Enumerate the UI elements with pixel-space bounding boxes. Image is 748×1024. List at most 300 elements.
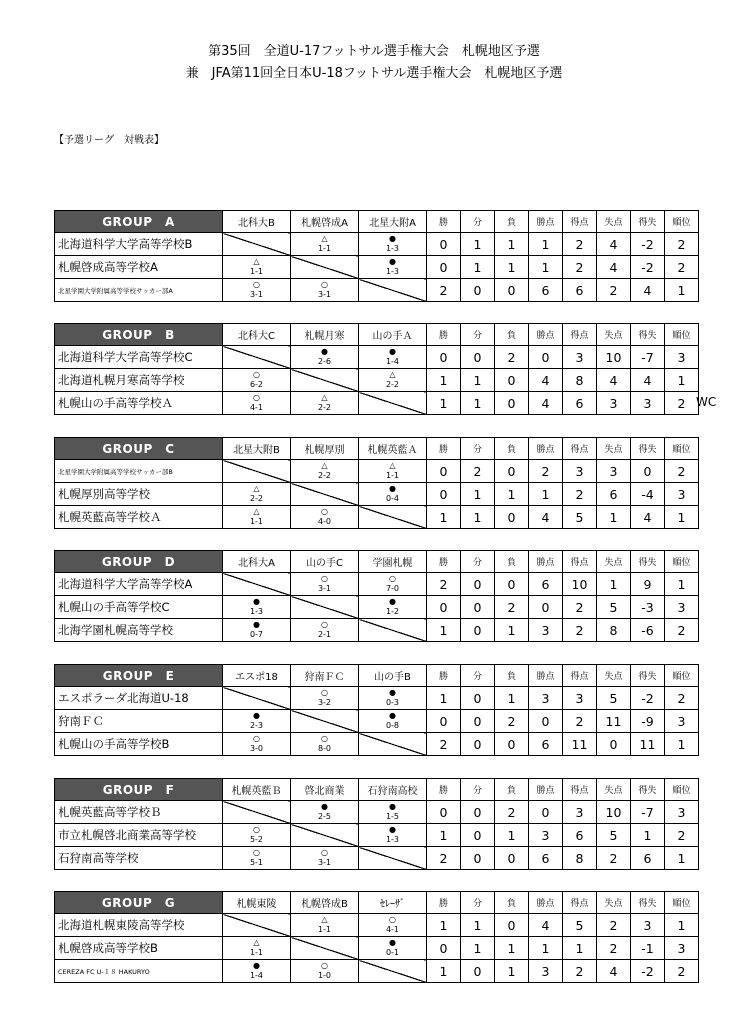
stat-value: 9 — [631, 573, 665, 596]
stat-value: 2 — [427, 847, 461, 870]
result-score: 2-3 — [249, 721, 264, 730]
stat-value: 3 — [563, 801, 597, 824]
stat-value: 2 — [563, 233, 597, 256]
team-row — [55, 392, 699, 415]
team-row — [55, 710, 699, 733]
stat-value: 0 — [597, 733, 631, 756]
stat-value: 0 — [461, 596, 495, 619]
stat-value: 0 — [495, 392, 529, 415]
group-name: GROUP D — [55, 551, 223, 573]
team-name: CEREZA FC U-１８ HAKURYO — [55, 960, 223, 983]
group-name: GROUP F — [55, 779, 223, 801]
result-mark: ○ — [253, 734, 260, 743]
stat-header: 失点 — [597, 551, 631, 573]
team-name: 北海道札幌東陵高等学校 — [55, 914, 223, 937]
self-match-cell — [291, 256, 359, 279]
stat-value: 1 — [631, 824, 665, 847]
result-score: 0-3 — [385, 698, 400, 707]
result-score: 1-1 — [317, 925, 332, 934]
stat-value: 6 — [563, 392, 597, 415]
stat-value: 1 — [665, 573, 699, 596]
result-score: 5-1 — [249, 858, 264, 867]
stat-value: 0 — [495, 460, 529, 483]
result-score: 1-1 — [385, 471, 400, 480]
team-row — [55, 256, 699, 279]
stat-header: 得点 — [563, 892, 597, 914]
stat-value: 2 — [529, 460, 563, 483]
result-mark: ○ — [253, 393, 260, 402]
stat-value: -7 — [631, 801, 665, 824]
stat-header: 失点 — [597, 665, 631, 687]
stat-value: 3 — [563, 346, 597, 369]
stat-header: 勝点 — [529, 211, 563, 233]
result-score: 2-2 — [385, 380, 400, 389]
stat-value: 0 — [427, 937, 461, 960]
result-score: 7-0 — [385, 584, 400, 593]
result-score: 3-1 — [317, 858, 332, 867]
match-result — [359, 369, 427, 392]
team-name: 狩南ＦＣ — [55, 710, 223, 733]
result-score: 3-1 — [317, 290, 332, 299]
match-result — [291, 801, 359, 824]
stat-value: 4 — [529, 392, 563, 415]
stat-value: 1 — [495, 960, 529, 983]
stat-value: 6 — [529, 279, 563, 302]
stat-value: 4 — [597, 960, 631, 983]
stat-value: 2 — [665, 687, 699, 710]
result-mark: △ — [253, 938, 260, 947]
stat-value: 0 — [461, 824, 495, 847]
match-result — [223, 960, 291, 983]
stat-value: 1 — [461, 483, 495, 506]
stat-header: 順位 — [665, 779, 699, 801]
match-result — [291, 233, 359, 256]
match-result — [291, 733, 359, 756]
stat-value: 1 — [427, 914, 461, 937]
match-result — [359, 801, 427, 824]
team-row — [55, 824, 699, 847]
result-mark: △ — [321, 915, 328, 924]
subtitle: 【予選リーグ 対戦表】 — [54, 135, 164, 146]
stat-value: 6 — [529, 847, 563, 870]
match-result — [359, 483, 427, 506]
result-mark: ● — [389, 484, 396, 493]
result-score: 2-2 — [249, 494, 264, 503]
stat-value: 1 — [529, 483, 563, 506]
stat-value: 2 — [665, 619, 699, 642]
match-result — [223, 392, 291, 415]
opponent-header: 北科大A — [223, 551, 291, 573]
stat-value: 3 — [631, 914, 665, 937]
result-mark: ○ — [253, 370, 260, 379]
stat-value: 2 — [563, 960, 597, 983]
match-result — [223, 847, 291, 870]
stat-header: 負 — [495, 665, 529, 687]
stat-value: -3 — [631, 596, 665, 619]
stat-value: 3 — [563, 460, 597, 483]
team-row — [55, 847, 699, 870]
stat-value: -2 — [631, 233, 665, 256]
team-name: 北海道科学大学高等学校C — [55, 346, 223, 369]
match-result — [359, 824, 427, 847]
team-row — [55, 733, 699, 756]
stat-value: 1 — [597, 506, 631, 529]
result-score: 2-2 — [317, 403, 332, 412]
stat-value: 1 — [495, 937, 529, 960]
group-header-row — [55, 324, 699, 346]
stat-value: 1 — [461, 506, 495, 529]
match-result — [223, 483, 291, 506]
match-result — [359, 460, 427, 483]
stat-value: 0 — [495, 847, 529, 870]
result-mark: ● — [389, 802, 396, 811]
result-mark: ○ — [321, 734, 328, 743]
opponent-header: 札幌英藍Ａ — [359, 438, 427, 460]
stat-value: 5 — [597, 687, 631, 710]
team-name: 札幌山の手高等学校Ａ — [55, 392, 223, 415]
stat-value: 1 — [495, 233, 529, 256]
opponent-header: ｾﾚｰｻﾞ — [359, 892, 427, 914]
stat-value: 0 — [461, 801, 495, 824]
stat-value: 0 — [427, 460, 461, 483]
stat-header: 分 — [461, 665, 495, 687]
team-row — [55, 801, 699, 824]
stat-value: 2 — [495, 710, 529, 733]
stat-header: 勝点 — [529, 779, 563, 801]
group-header-row — [55, 211, 699, 233]
stat-header: 失点 — [597, 211, 631, 233]
stat-value: 1 — [665, 733, 699, 756]
opponent-header: 札幌英藍Ｂ — [223, 779, 291, 801]
self-match-cell — [291, 369, 359, 392]
group-header-row — [55, 438, 699, 460]
stat-value: 5 — [597, 824, 631, 847]
result-mark: ○ — [321, 620, 328, 629]
stat-value: -9 — [631, 710, 665, 733]
result-score: 0-8 — [385, 721, 400, 730]
stat-value: 2 — [563, 256, 597, 279]
result-score: 1-1 — [249, 948, 264, 957]
stat-value: -2 — [631, 256, 665, 279]
stat-value: -4 — [631, 483, 665, 506]
opponent-header: 北科大B — [223, 211, 291, 233]
stat-value: 11 — [597, 710, 631, 733]
stat-value: -7 — [631, 346, 665, 369]
stat-value: 1 — [529, 937, 563, 960]
stat-value: 2 — [427, 279, 461, 302]
stat-value: 1 — [563, 937, 597, 960]
stat-value: 6 — [631, 847, 665, 870]
result-mark: ● — [389, 257, 396, 266]
result-mark: ● — [389, 234, 396, 243]
stat-header: 順位 — [665, 892, 699, 914]
stat-header: 得失 — [631, 438, 665, 460]
stat-value: 0 — [529, 596, 563, 619]
stat-header: 得失 — [631, 779, 665, 801]
result-mark: △ — [321, 234, 328, 243]
opponent-header: 石狩南高校 — [359, 779, 427, 801]
stat-value: 0 — [461, 687, 495, 710]
stat-value: 0 — [495, 733, 529, 756]
stat-header: 勝点 — [529, 324, 563, 346]
stat-header: 勝 — [427, 779, 461, 801]
stat-value: 4 — [631, 369, 665, 392]
stat-value: 0 — [495, 279, 529, 302]
match-result — [359, 256, 427, 279]
result-mark: ● — [253, 961, 260, 970]
stat-header: 分 — [461, 892, 495, 914]
group-name: GROUP B — [55, 324, 223, 346]
stat-header: 負 — [495, 779, 529, 801]
self-match-cell — [291, 483, 359, 506]
team-name: 北星学園大学附属高等学校サッカー部B — [55, 460, 223, 483]
stat-value: 3 — [597, 460, 631, 483]
stat-value: 1 — [529, 256, 563, 279]
stat-header: 勝点 — [529, 438, 563, 460]
opponent-header: エスポ18 — [223, 665, 291, 687]
group-table — [54, 437, 699, 529]
stat-header: 負 — [495, 551, 529, 573]
stat-value: 1 — [665, 506, 699, 529]
match-result — [359, 914, 427, 937]
stat-header: 勝点 — [529, 665, 563, 687]
group-table — [54, 664, 699, 756]
team-row — [55, 619, 699, 642]
stat-value: 1 — [665, 914, 699, 937]
stat-value: -6 — [631, 619, 665, 642]
stat-value: 0 — [631, 460, 665, 483]
result-mark: ● — [389, 825, 396, 834]
team-name: 札幌英藍高等学校Ａ — [55, 506, 223, 529]
stat-header: 分 — [461, 438, 495, 460]
opponent-header: 札幌東陵 — [223, 892, 291, 914]
match-result — [291, 460, 359, 483]
self-match-cell — [223, 573, 291, 596]
self-match-cell — [359, 733, 427, 756]
team-row — [55, 483, 699, 506]
stat-value: 1 — [461, 233, 495, 256]
stat-value: 2 — [461, 460, 495, 483]
group-name: GROUP C — [55, 438, 223, 460]
stat-value: 1 — [461, 392, 495, 415]
stat-header: 分 — [461, 211, 495, 233]
match-result — [359, 573, 427, 596]
team-row — [55, 506, 699, 529]
stat-value: 3 — [597, 392, 631, 415]
stat-value: 1 — [427, 824, 461, 847]
opponent-header: 山の手Ａ — [359, 324, 427, 346]
stat-value: 1 — [495, 483, 529, 506]
stat-value: 3 — [665, 596, 699, 619]
stat-value: 5 — [597, 596, 631, 619]
result-score: 2-1 — [317, 630, 332, 639]
stat-header: 順位 — [665, 324, 699, 346]
team-name: 北星学園大学附属高等学校サッカー部A — [55, 279, 223, 302]
stat-value: 5 — [563, 506, 597, 529]
group-header-row — [55, 892, 699, 914]
result-mark: ● — [253, 711, 260, 720]
stat-value: 0 — [461, 847, 495, 870]
result-score: 1-4 — [249, 971, 264, 980]
team-row — [55, 937, 699, 960]
result-mark: △ — [321, 461, 328, 470]
result-mark: △ — [253, 484, 260, 493]
stat-value: 0 — [427, 256, 461, 279]
group-table — [54, 778, 699, 870]
team-name: エスポラーダ北海道U-18 — [55, 687, 223, 710]
stat-value: 2 — [563, 619, 597, 642]
stat-header: 得点 — [563, 324, 597, 346]
team-name: 北海道科学大学高等学校B — [55, 233, 223, 256]
result-score: 5-2 — [249, 835, 264, 844]
stat-value: 2 — [563, 710, 597, 733]
result-mark: ○ — [321, 507, 328, 516]
self-match-cell — [291, 824, 359, 847]
result-score: 2-2 — [317, 471, 332, 480]
result-score: 1-5 — [385, 812, 400, 821]
stat-value: 0 — [427, 233, 461, 256]
stat-header: 順位 — [665, 665, 699, 687]
stat-value: 4 — [529, 506, 563, 529]
stat-value: 2 — [665, 392, 699, 415]
stat-value: 1 — [461, 256, 495, 279]
opponent-header: 札幌啓成A — [291, 211, 359, 233]
group-table — [54, 323, 699, 415]
stat-value: 10 — [597, 346, 631, 369]
stat-value: 4 — [597, 233, 631, 256]
stat-value: 0 — [427, 483, 461, 506]
stat-value: 0 — [495, 573, 529, 596]
title-line-1: 第35回 全道U-17フットサル選手権大会 札幌地区予選 — [208, 44, 540, 59]
result-score: 3-1 — [317, 584, 332, 593]
result-score: 1-3 — [385, 835, 400, 844]
stat-value: -2 — [631, 960, 665, 983]
stat-header: 得失 — [631, 665, 665, 687]
team-row — [55, 687, 699, 710]
team-name: 北海学園札幌高等学校 — [55, 619, 223, 642]
stat-header: 負 — [495, 438, 529, 460]
result-mark: ○ — [321, 280, 328, 289]
opponent-header: 北星大附B — [223, 438, 291, 460]
stat-value: 1 — [495, 619, 529, 642]
result-score: 0-7 — [249, 630, 264, 639]
result-score: 1-2 — [385, 607, 400, 616]
group-name: GROUP A — [55, 211, 223, 233]
self-match-cell — [359, 506, 427, 529]
group-table — [54, 210, 699, 302]
team-name: 札幌山の手高等学校C — [55, 596, 223, 619]
match-result — [291, 346, 359, 369]
stat-value: 8 — [563, 369, 597, 392]
self-match-cell — [223, 460, 291, 483]
result-mark: ○ — [253, 280, 260, 289]
result-mark: ● — [321, 347, 328, 356]
team-row — [55, 279, 699, 302]
stat-value: 0 — [461, 346, 495, 369]
match-result — [223, 733, 291, 756]
team-name: 札幌英藍高等学校Ｂ — [55, 801, 223, 824]
stat-value: -2 — [631, 687, 665, 710]
stat-value: 2 — [427, 733, 461, 756]
stat-value: 5 — [563, 914, 597, 937]
stat-value: 2 — [563, 596, 597, 619]
stat-header: 勝 — [427, 324, 461, 346]
team-name: 北海道科学大学高等学校A — [55, 573, 223, 596]
stat-value: 3 — [529, 960, 563, 983]
stat-header: 得点 — [563, 551, 597, 573]
stat-value: 3 — [529, 687, 563, 710]
match-result — [291, 279, 359, 302]
stat-header: 順位 — [665, 211, 699, 233]
stat-value: 0 — [461, 733, 495, 756]
match-result — [223, 824, 291, 847]
team-row — [55, 460, 699, 483]
result-score: 1-1 — [249, 517, 264, 526]
result-mark: ● — [253, 620, 260, 629]
result-mark: ○ — [321, 961, 328, 970]
stat-header: 得失 — [631, 551, 665, 573]
result-score: 1-0 — [317, 971, 332, 980]
result-mark: ○ — [321, 574, 328, 583]
group-header-row — [55, 551, 699, 573]
stat-value: 2 — [495, 346, 529, 369]
stat-value: 8 — [597, 619, 631, 642]
opponent-header: 札幌月寒 — [291, 324, 359, 346]
result-score: 4-1 — [249, 403, 264, 412]
opponent-header: 狩南ＦＣ — [291, 665, 359, 687]
match-result — [223, 279, 291, 302]
result-mark: ● — [321, 802, 328, 811]
stat-header: 得失 — [631, 892, 665, 914]
stat-header: 得点 — [563, 665, 597, 687]
result-mark: ● — [389, 938, 396, 947]
result-score: 1-1 — [317, 244, 332, 253]
match-result — [291, 687, 359, 710]
result-score: 0-1 — [385, 948, 400, 957]
stat-value: 1 — [665, 847, 699, 870]
result-mark: △ — [253, 257, 260, 266]
stat-header: 勝 — [427, 438, 461, 460]
stat-value: 2 — [495, 801, 529, 824]
team-name: 札幌啓成高等学校B — [55, 937, 223, 960]
stat-value: 2 — [597, 847, 631, 870]
result-mark: ● — [389, 597, 396, 606]
result-mark: △ — [253, 507, 260, 516]
team-row — [55, 233, 699, 256]
stat-value: 2 — [427, 573, 461, 596]
result-mark: ○ — [253, 848, 260, 857]
team-name: 札幌啓成高等学校A — [55, 256, 223, 279]
stat-value: 3 — [665, 710, 699, 733]
self-match-cell — [291, 937, 359, 960]
result-mark: △ — [389, 370, 396, 379]
stat-header: 失点 — [597, 779, 631, 801]
stat-value: 3 — [665, 937, 699, 960]
stat-value: 0 — [529, 801, 563, 824]
result-score: 2-5 — [317, 812, 332, 821]
stat-header: 勝 — [427, 211, 461, 233]
opponent-header: 北星大附A — [359, 211, 427, 233]
self-match-cell — [223, 233, 291, 256]
stat-header: 失点 — [597, 324, 631, 346]
stat-value: 1 — [665, 369, 699, 392]
opponent-header: 札幌厚別 — [291, 438, 359, 460]
stat-header: 順位 — [665, 551, 699, 573]
stat-value: 2 — [563, 483, 597, 506]
stat-value: 0 — [427, 710, 461, 733]
stat-value: 2 — [597, 937, 631, 960]
self-match-cell — [359, 392, 427, 415]
